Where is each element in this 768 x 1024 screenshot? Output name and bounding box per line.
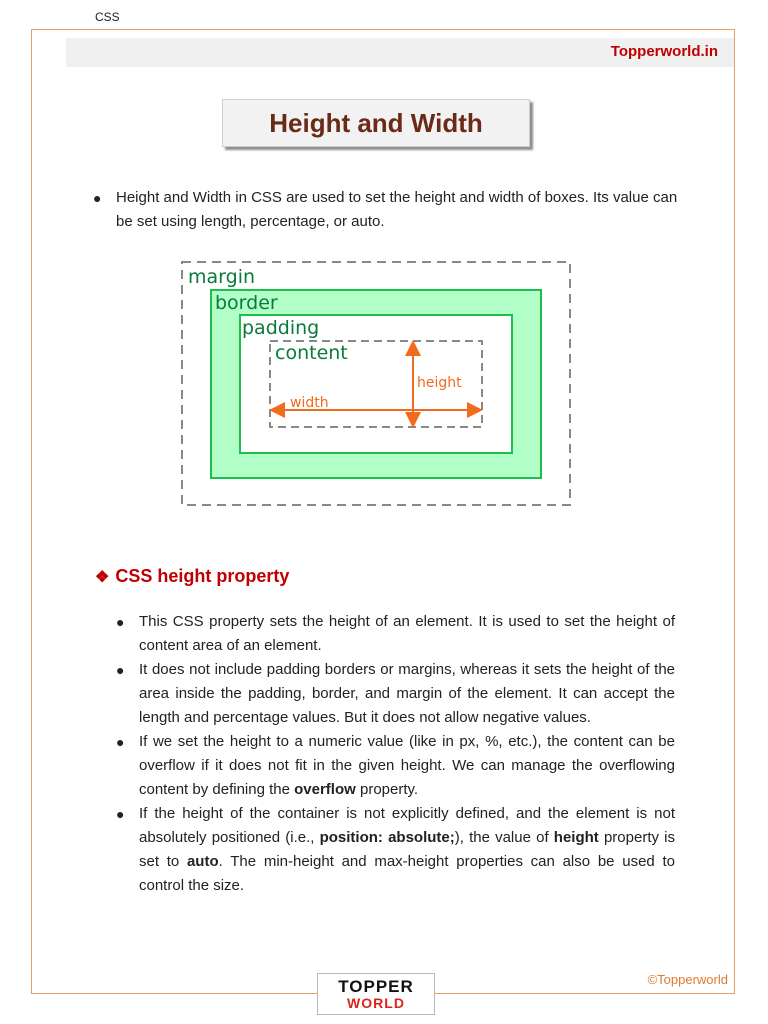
list-item [115,802,675,898]
title-box [222,99,530,147]
bullet-icon: ● [116,734,125,750]
margin-label: margin [188,266,256,288]
list-item [115,730,675,802]
bullet-icon: ● [116,614,125,630]
section-heading-text: CSS height property [115,566,290,586]
list-item-text: It does not include padding borders or margins, whereas it sets the height of the area inside the padding, border, and margin of the element. It can accept the length and percentage values. But it does not allow negative values. [139,661,675,726]
intro-text: Height and Width in CSS are used to set the height and width of boxes. Its value can be set using length, percentage, or auto. [116,189,678,230]
content-label: content [275,342,348,364]
document-label: CSS [95,10,120,24]
bold-term: overflow [294,781,356,798]
width-label: width [290,395,329,411]
list-item-text: ), the value of [454,829,554,846]
list-item-text: . The min-height and max-height properties can also be used to control the size. [139,853,675,894]
copyright-text: ©Topperworld [647,972,728,987]
topperworld-logo [317,973,435,1015]
height-label: height [417,375,462,391]
section-heading [95,566,289,587]
property-bullet-list [115,610,675,898]
list-item-text: property is set to [139,829,675,870]
list-item-text: property. [355,781,419,798]
page-title: Height and Width [269,108,483,138]
box-model-diagram [180,260,574,510]
bold-term: height [553,829,599,846]
bullet-icon: ● [116,806,125,822]
site-name: Topperworld.in [610,43,718,60]
list-item-text: If we set the height to a numeric value (like in px, %, etc.), the content can be overflow if it does not fit in the given height. We can manage the overflowing content by defining the [139,733,675,798]
border-label: border [215,292,278,314]
diamond-bullet-icon: ❖ [95,569,110,586]
logo-bottom-text: WORLD [347,995,405,1011]
bold-term: position: absolute; [319,829,455,846]
padding-label: padding [242,317,320,339]
bullet-icon: ● [93,190,102,206]
list-item-text: If the height of the container is not explicitly defined, and the element is not absolutely positioned (i.e., [139,805,675,846]
header-bar [66,38,734,67]
bullet-icon: ● [116,662,125,678]
list-item [115,610,675,658]
intro-paragraph [93,186,683,234]
bold-term: auto [186,853,219,870]
list-item-text: This CSS property sets the height of an element. It is used to set the height of content area of an element. [139,613,675,654]
list-item [115,658,675,730]
logo-top-text: TOPPER [338,977,414,996]
